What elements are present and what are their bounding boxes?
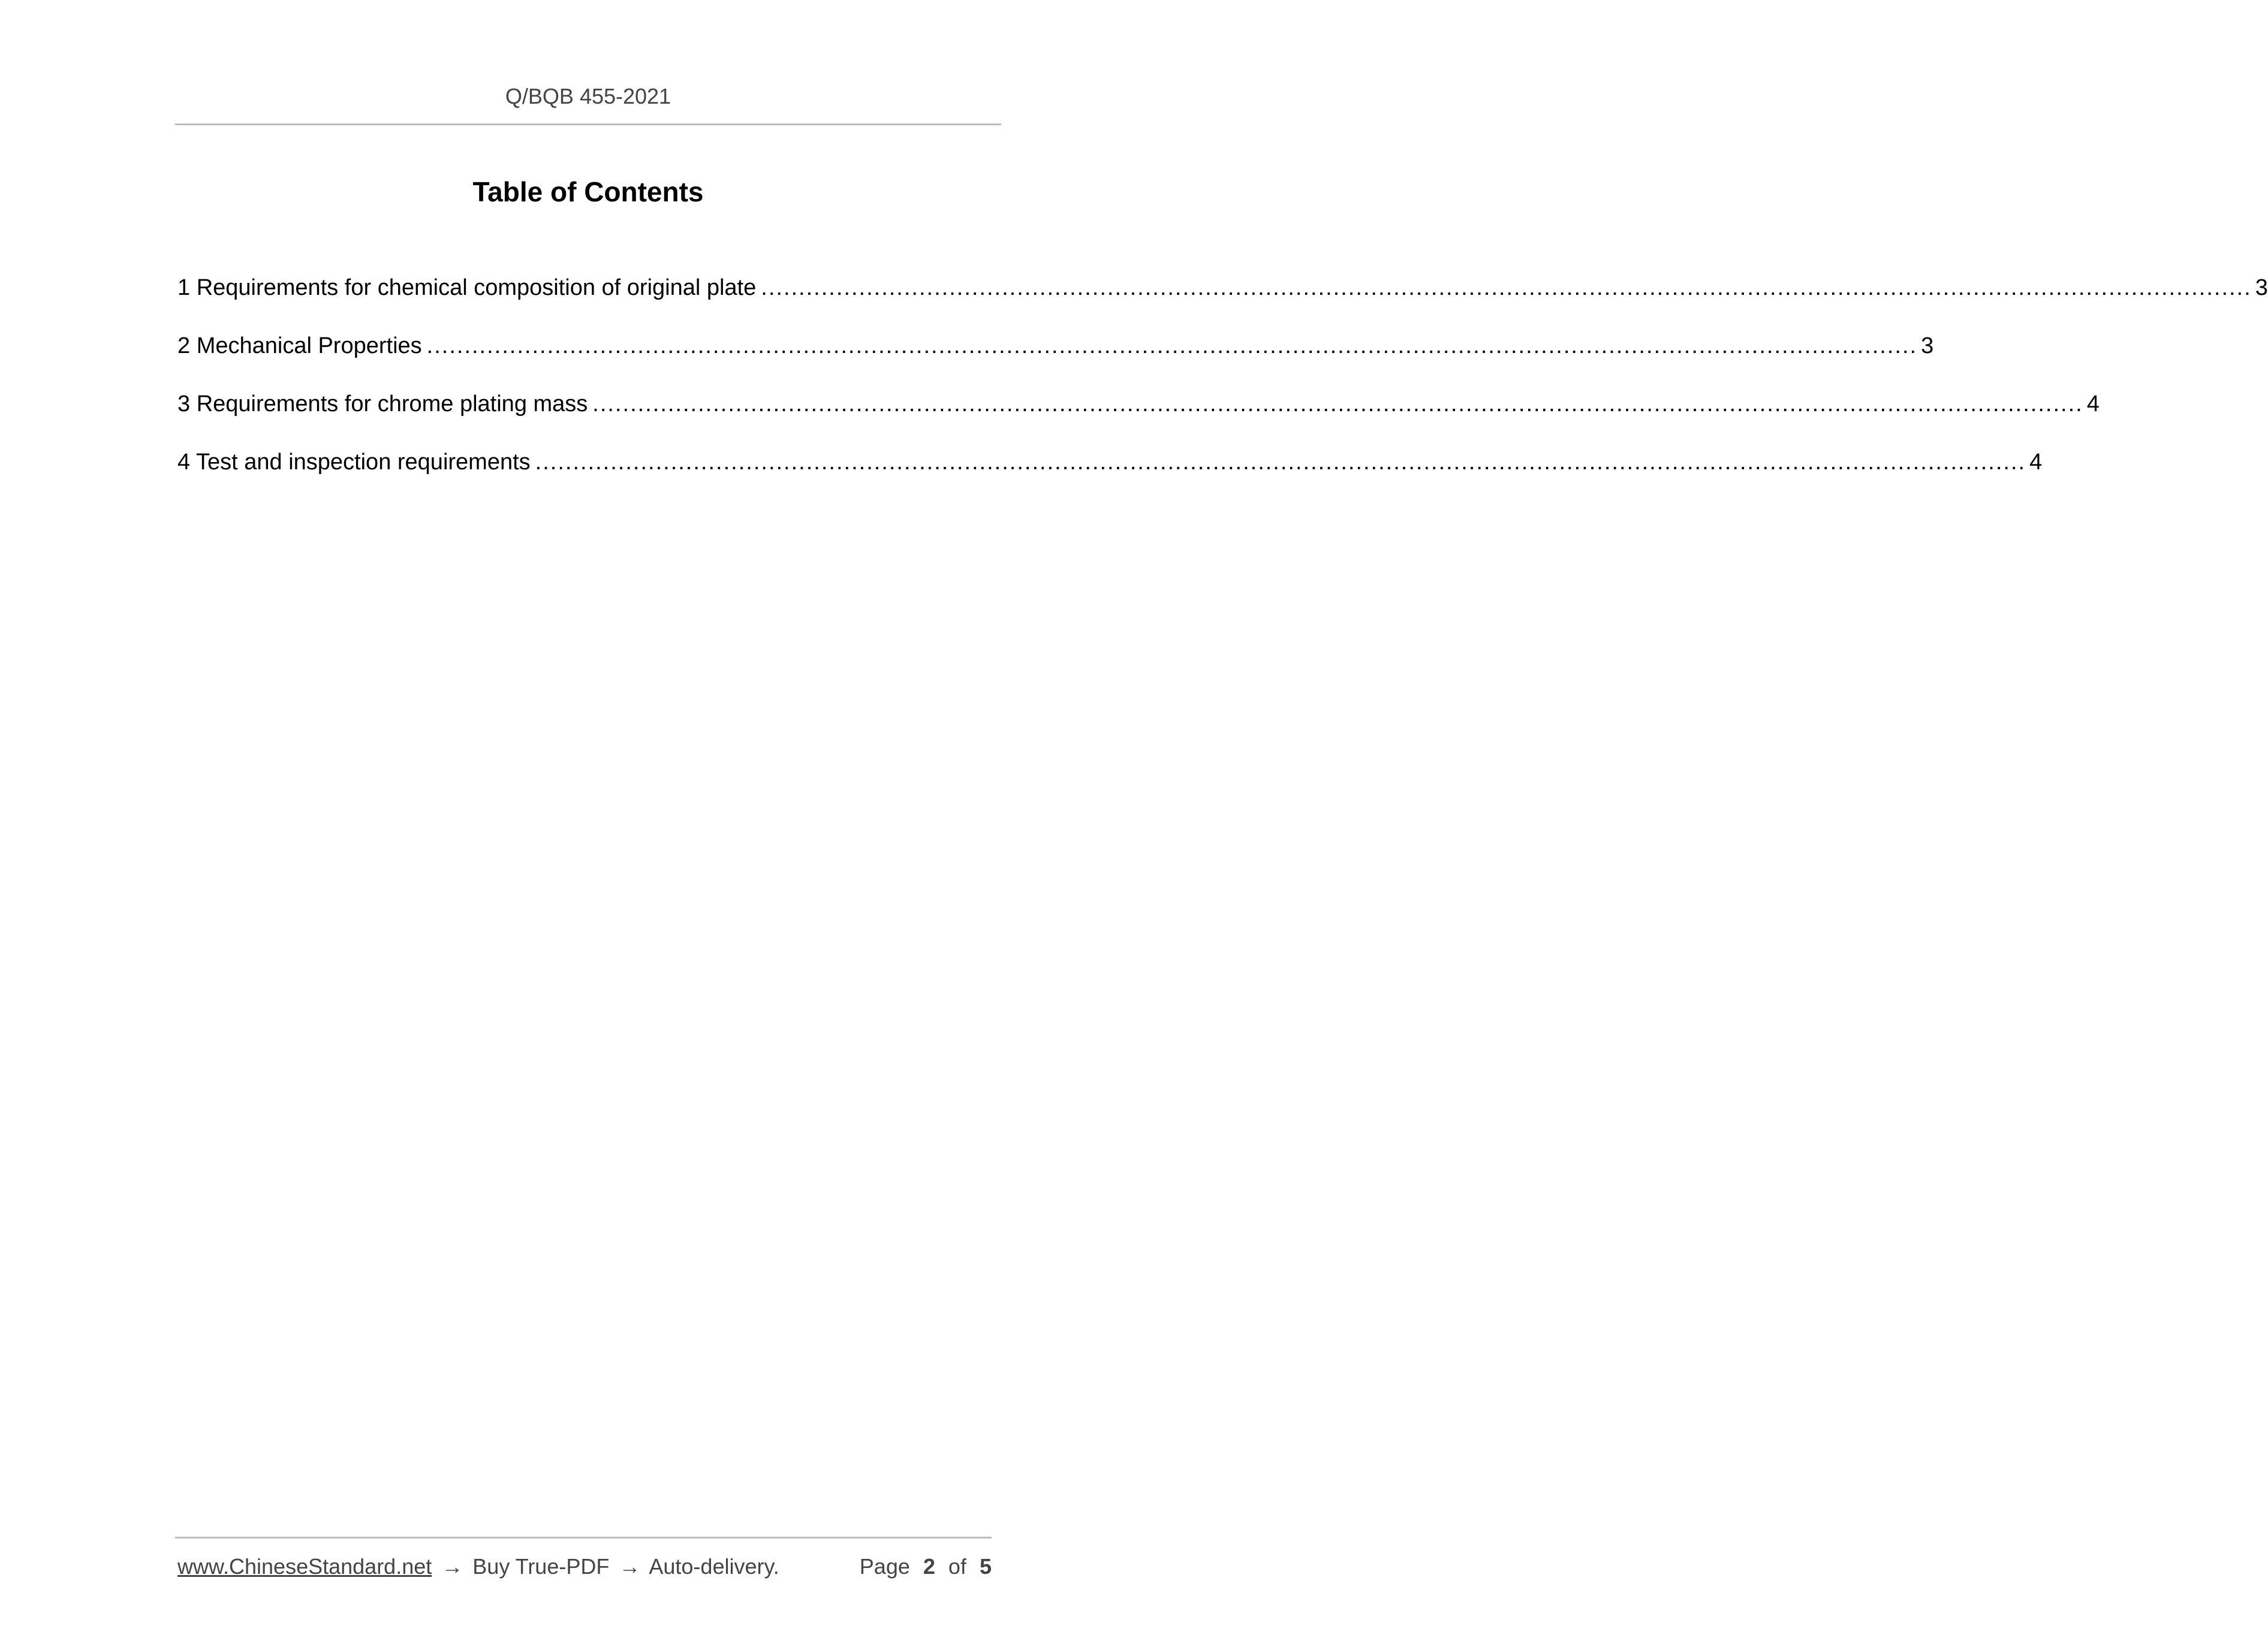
toc-entry-page: 4 — [2029, 450, 2043, 475]
arrow-right-icon: → — [441, 1554, 463, 1579]
toc-list — [177, 270, 2268, 502]
header-divider — [175, 123, 1001, 125]
page-indicator — [860, 1550, 992, 1583]
arrow-right-icon: → — [619, 1554, 641, 1579]
toc-dot-leader: ...................................................................................................................................................................................................... — [592, 391, 2083, 417]
running-header: Q/BQB 455-2021 — [505, 84, 671, 108]
toc-entry-label: 4 Test and inspection requirements — [177, 450, 531, 475]
toc-entry-page: 3 — [2255, 275, 2268, 300]
footer-divider — [175, 1537, 992, 1539]
toc-dot-leader: ...................................................................................................................................................................................................... — [535, 450, 2026, 475]
page-total: 5 — [979, 1554, 992, 1579]
page-current: 2 — [923, 1554, 935, 1579]
delivery-text: Auto-delivery. — [649, 1554, 779, 1579]
toc-title: Table of Contents — [472, 176, 704, 207]
page-word: Page — [859, 1554, 910, 1579]
toc-entry-page: 3 — [1921, 333, 1934, 358]
toc-entry[interactable] — [177, 270, 2268, 328]
toc-entry[interactable] — [177, 444, 2043, 502]
toc-entry-label: 3 Requirements for chrome plating mass — [177, 391, 588, 417]
site-link[interactable]: www.ChineseStandard.net — [177, 1554, 432, 1579]
toc-entry[interactable] — [177, 386, 2100, 444]
toc-entry[interactable] — [177, 328, 1934, 386]
of-word: of — [948, 1554, 966, 1579]
toc-dot-leader: ...................................................................................................................................................................................................... — [761, 275, 2252, 300]
toc-dot-leader: ...................................................................................................................................................................................................... — [426, 333, 1918, 358]
toc-entry-page: 4 — [2086, 391, 2100, 417]
toc-entry-label: 2 Mechanical Properties — [177, 333, 422, 358]
buy-text: Buy True-PDF — [472, 1554, 610, 1579]
toc-entry-label: 1 Requirements for chemical composition of original plate — [177, 275, 757, 300]
footer-promo — [177, 1550, 779, 1583]
